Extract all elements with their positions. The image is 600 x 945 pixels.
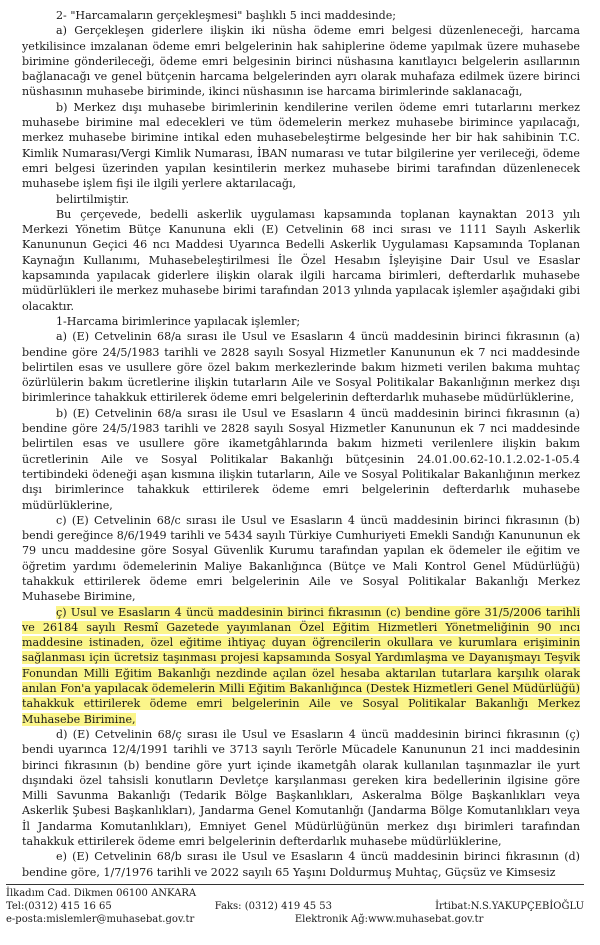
section-2-heading: 2- "Harcamaların gerçekleşmesi" başlıklı 5 inci maddesinde; bbox=[56, 9, 397, 22]
item-a: a) (E) Cetvelinin 68/a sırası ile Usul ve Esasların 4 üncü maddesinin birinci fıkrasının (a) bendine göre 24/5/1983 tarihli ve 2828 sayılı Sosyal Hizmetler Kanununun ek 7 nci maddesinde belirtilen esas ve usullere göre özel bakım merkezlerinde bakım hizmeti verilen bakıma muhtaç özürlülerin bakım ücretlerine ilişkin tutarların Aile ve Sosyal Politikalar Bakanlığının merkez dışı birimlerince tahakkuk ettirilerek ödeme emri belgelerinin defterdarlık muhasebe müdürlüklerine, bbox=[22, 330, 580, 405]
highlighted-text: ç) Usul ve Esasların 4 üncü maddesinin birinci fıkrasının (c) bendine göre 31/5/2006 tarihli ve 26184 sayılı Resmî Gazetede yayımlanan Özel Eğitim Hizmetleri Yönetmeliğinin 90 ıncı maddesine istinaden, özel eğitime ihtiyaç duyan öğrencilerin okullara ve kurumlara erişiminin sağlanması için ücretsiz taşınması projesi kapsamında Sosyal Yardımlaşma ve Dayanışmayı Teşvik Fonundan Milli Eğitim Bakanlığı nezdinde açılan özel hesaba aktarılan tutarlara karşılık olarak anılan Fon'a yapılacak ödemelerin Milli Eğitim Bakanlığınca (Destek Hizmetleri Genel Müdürlüğü) tahakkuk ettirilerek ödeme emri belgelerinin Aile ve Sosyal Politikalar Bakanlığı Merkez Muhasebe Birimine, bbox=[22, 605, 580, 726]
paragraph-a-gerceklesen: a) Gerçekleşen giderlere ilişkin iki nüsha ödeme emri belgesi düzenleneceği, harcama yetkilisince imzalanan ödeme emri belgelerinin hak sahiplerine ödeme yapılmak üzere muhasebe birimine gönderileceği, ödeme emri belgesinin birinci nüshasına kanıtlayıcı belgelerin asıllarının bağlanacağı ve genel bütçenin harcama belgelerinden ayrı olarak muhafaza edilmek üzere birinci nüshasının muhasebe biriminde, ikinci nüshasının ise harcama birimlerinde saklanacağı, bbox=[22, 24, 580, 99]
footer-row-email bbox=[6, 913, 584, 926]
letterhead-footer bbox=[6, 884, 584, 926]
footer-row-phone bbox=[6, 900, 584, 913]
paragraph-b-merkez-disi: b) Merkez dışı muhasebe birimlerinin kendilerine verilen ödeme emri tutarlarını merkez muhasebe birimine mal edecekleri ve tüm ödemelerin merkez muhasebe birimince yapılacağı, merkez muhasebe birimine intikal eden muhasebeleştirme belgesinde her bir hak sahibinin T.C. Kimlik Numarası/Vergi Kimlik Numarası, İBAN numarası ve tutar bilgilerine yer verileceği, ödeme emri belgesi üzerinden yapılan kesintilerin merkez muhasebe birimi tarafından düzenlenecek muhasebe işlem fişi ile ilgili yerlere aktarılacağı, bbox=[22, 100, 580, 191]
footer-web: Elektronik Ağ:www.muhasebat.gov.tr bbox=[294, 914, 484, 925]
item-b: b) (E) Cetvelinin 68/a sırası ile Usul ve Esasların 4 üncü maddesinin birinci fıkrasının (a) bendine göre 24/5/1983 tarihli ve 2828 sayılı Sosyal Hizmetler Kanununun ek 7 nci maddesinde belirtilen esas ve usullere göre ikametgâhlarında bakım hizmeti verilenlere ilişkin bakım ücretlerinin Aile ve Sosyal Politikalar Bakanlığı bütçesinin 24.01.00.62-10.1.2.02-1-05.4 tertibindeki ödeneği aşan kısmına ilişkin tutarların, Aile ve Sosyal Politikalar Bakanlığının merkez dışı birimlerince tahakkuk ettirilerek ödeme emri belgelerinin defterdarlık muhasebe müdürlüklerine, bbox=[22, 406, 580, 512]
footer-email: e-posta:mislemler@muhasebat.gov.tr bbox=[6, 914, 195, 925]
footer-fax: Faks: (0312) 419 45 53 bbox=[214, 901, 333, 912]
paragraph-cerceve: Bu çerçevede, bedelli askerlik uygulaması kapsamında toplanan kaynaktan 2013 yılı Merkezi Yönetim Bütçe Kanununa ekli (E) Cetvelinin 68 inci sırası ve 1111 Sayılı Askerlik Kanununun Geçici 46 ncı Maddesi Uyarınca Bedelli Askerlik Uygulaması Kapsamında Toplanan Kaynağın Kullanımı, Muhasebeleştirilmesi İle Özel Hesabın İşleyişine Dair Usul ve Esaslar kapsamında yapılacak giderlere ilişkin olarak ilgili harcama birimleri, defterdarlık muhasebe müdürlükleri ile merkez muhasebe birimi tarafından 2013 yılında yapılacak işlemler aşağıdaki gibi olacaktır. bbox=[22, 207, 580, 313]
footer-contact: İrtibat:N.S.YAKUPÇEBİOĞLU bbox=[435, 901, 584, 912]
item-e: e) (E) Cetvelinin 68/b sırası ile Usul ve Esasların 4 üncü maddesinin birinci fıkrasının (d) bendine göre, 1/7/1976 tarihli ve 2022 sayılı 65 Yaşını Doldurmuş Muhtaç, Güçsüz ve Kimsesiz bbox=[22, 850, 580, 879]
item-c: c) (E) Cetvelinin 68/c sırası ile Usul ve Esasların 4 üncü maddesinin birinci fıkrasının (b) bendi gereğince 8/6/1949 tarihli ve 5434 sayılı Türkiye Cumhuriyeti Emekli Sandığı Kanununun ek 79 uncu maddesine göre Sosyal Güvenlik Kurumu tarafından yapılan ek ödemeler ile eğitim ve öğretim yardımı ödemelerinin Maliye Bakanlığınca (Bütçe ve Mali Kontrol Genel Müdürlüğü) tahakkuk ettirilerek ödeme emri belgelerinin Aile ve Sosyal Politikalar Bakanlığı Merkez Muhasebe Birimine, bbox=[22, 513, 580, 604]
item-c-cedilla-highlighted bbox=[22, 605, 580, 727]
paragraph-belirtilmistir: belirtilmiştir. bbox=[56, 192, 129, 206]
section-1-heading: 1-Harcama birimlerince yapılacak işlemler; bbox=[56, 314, 301, 328]
item-d: d) (E) Cetvelinin 68/ç sırası ile Usul ve Esasların 4 üncü maddesinin birinci fıkrasının (ç) bendi uyarınca 12/4/1991 tarihli ve 3713 sayılı Terörle Mücadele Kanununun 21 inci maddesinin birinci fıkrasının (b) bendine göre yurt içinde ikametgâh olarak kullanılan taşınmazlar ile yurt dışındaki özel tahsisli konutların Devletçe karşılanması gereken kira bedellerinin ilgisine göre Milli Savunma Bakanlığı (Tedarik Bölge Başkanlıkları, Askeralma Bölge Başkanlıkları veya Askerlik Şubesi Başkanlıkları), Jandarma Genel Komutanlığı (Jandarma Bölge Komutanlıkları veya İl Jandarma Komutanlıkları), Emniyet Genel Müdürlüğünün merkez dışı birimleri tarafından tahakkuk ettirilerek ödeme emri belgelerinin defterdarlık muhasebe müdürlüklerine, bbox=[22, 727, 580, 849]
footer-phone: Tel:(0312) 415 16 65 bbox=[6, 901, 112, 912]
footer-address: İlkadım Cad. Dikmen 06100 ANKARA bbox=[6, 888, 197, 899]
